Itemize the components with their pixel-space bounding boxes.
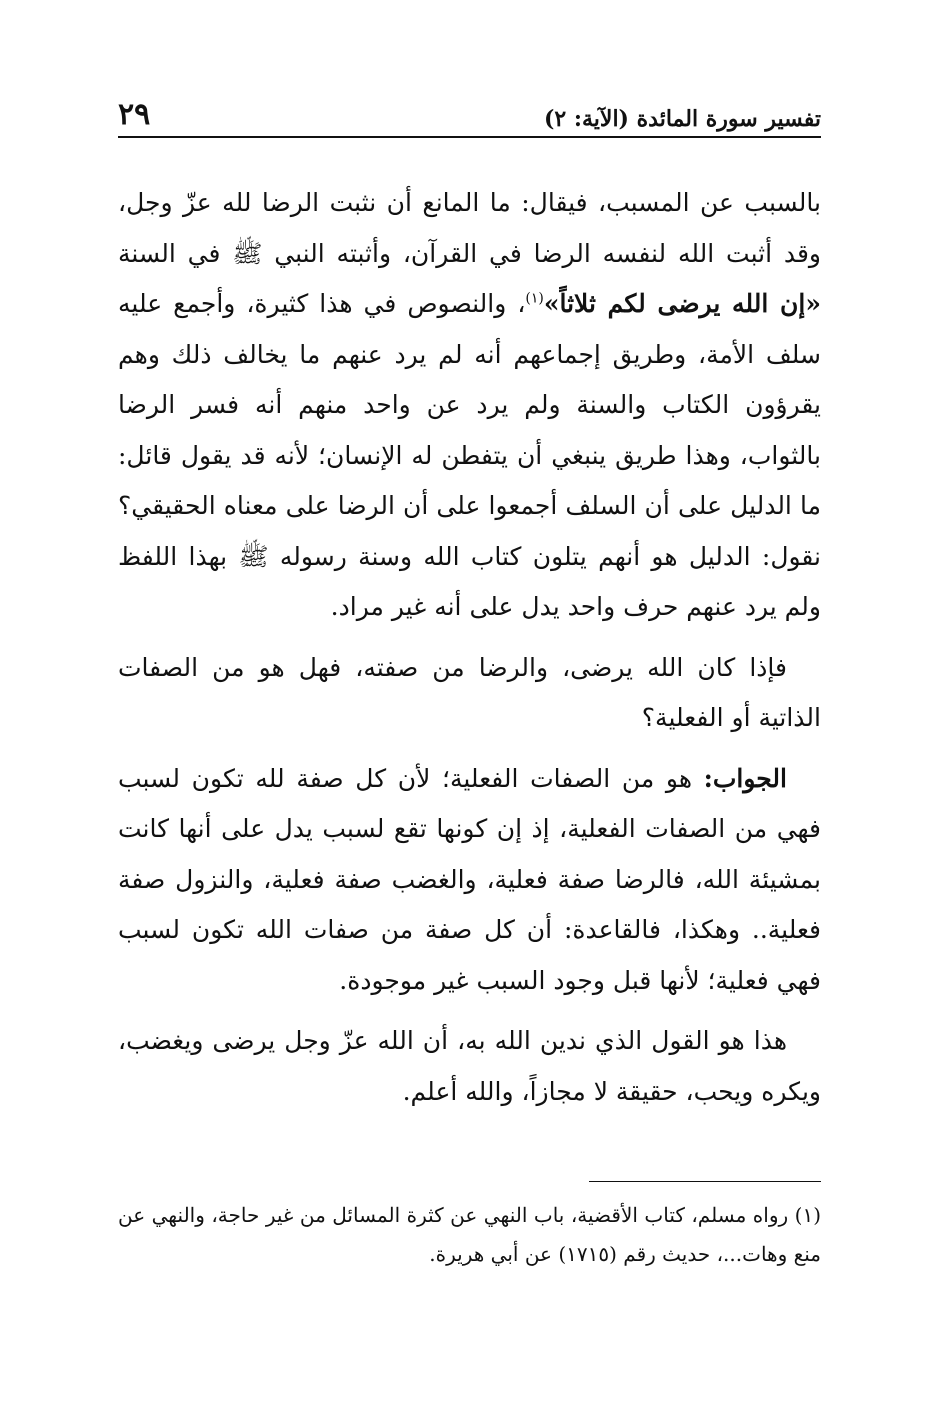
page-number: ٢٩: [118, 97, 151, 132]
header-divider: [118, 136, 821, 138]
paragraph-2-question: فإذا كان الله يرضى، والرضا من صفته، فهل هو من الصفات الذاتية أو الفعلية؟: [118, 652, 821, 732]
answer-label: الجواب:: [703, 763, 787, 793]
paragraph-3-answer: [118, 754, 821, 1007]
running-header: [118, 92, 821, 132]
footnote-item: [118, 1196, 821, 1274]
paragraph-1: [118, 178, 821, 633]
footnote-reference: (١): [525, 290, 544, 307]
footnote-marker: (١): [794, 1203, 821, 1227]
main-text: [118, 178, 821, 1127]
answer-text: هو من الصفات الفعلية؛ لأن كل صفة لله تكون لسبب فهي من الصفات الفعلية، إذ إن كونها تقع لسبب يدل على أنها كانت بمشيئة الله، فالرضا صفة فعلية، والغضب صفة فعلية، والنزول صفة فعلية.. وهكذا، فالقاعدة: أن كل صفة من صفات الله تكون لسبب فهي فعلية؛ لأنها قبل وجود السبب غير موجودة.: [118, 763, 821, 995]
hadith-quote: «إن الله يرضى لكم ثلاثاً»: [543, 289, 821, 318]
paragraph-4-conclusion: هذا هو القول الذي ندين الله به، أن الله عزّ وجل يرضى ويغضب، ويكره ويحب، حقيقة لا مجازاً، والله أعلم.: [118, 1026, 821, 1106]
paragraph-1-text-a: بالسبب عن المسبب، فيقال: ما المانع أن نثبت الرضا لله عزّ وجل، وقد أثبت الله لنفسه الرضا في القرآن، وأثبته النبي ﷺ في السنة: [118, 188, 821, 268]
footnote-divider: [589, 1181, 821, 1182]
footnote-text: رواه مسلم، كتاب الأقضية، باب النهي عن كثرة المسائل من غير حاجة، والنهي عن منع وهات...، حديث رقم (١٧١٥) عن أبي هريرة.: [118, 1203, 821, 1266]
footnotes: [118, 1196, 821, 1274]
paragraph-1-text-b: ، والنصوص في هذا كثيرة، وأجمع عليه سلف الأمة، وطريق إجماعهم أنه لم يرد عنهم ما يخالف ذلك وهم يقرؤون الكتاب والسنة ولم يرد عن واحد منهم أنه فسر الرضا بالثواب، وهذا طريق ينبغي أن يتفطن له الإنسان؛ لأنه قد يقول قائل: ما الدليل على أن السلف أجمعوا على أن الرضا على معناه الحقيقي؟ نقول: الدليل هو أنهم يتلون كتاب الله وسنة رسوله ﷺ بهذا اللفظ ولم يرد عنهم حرف واحد يدل على أنه غير مراد.: [118, 289, 821, 621]
running-title: تفسير سورة المائدة (الآية: ٢): [543, 106, 821, 132]
